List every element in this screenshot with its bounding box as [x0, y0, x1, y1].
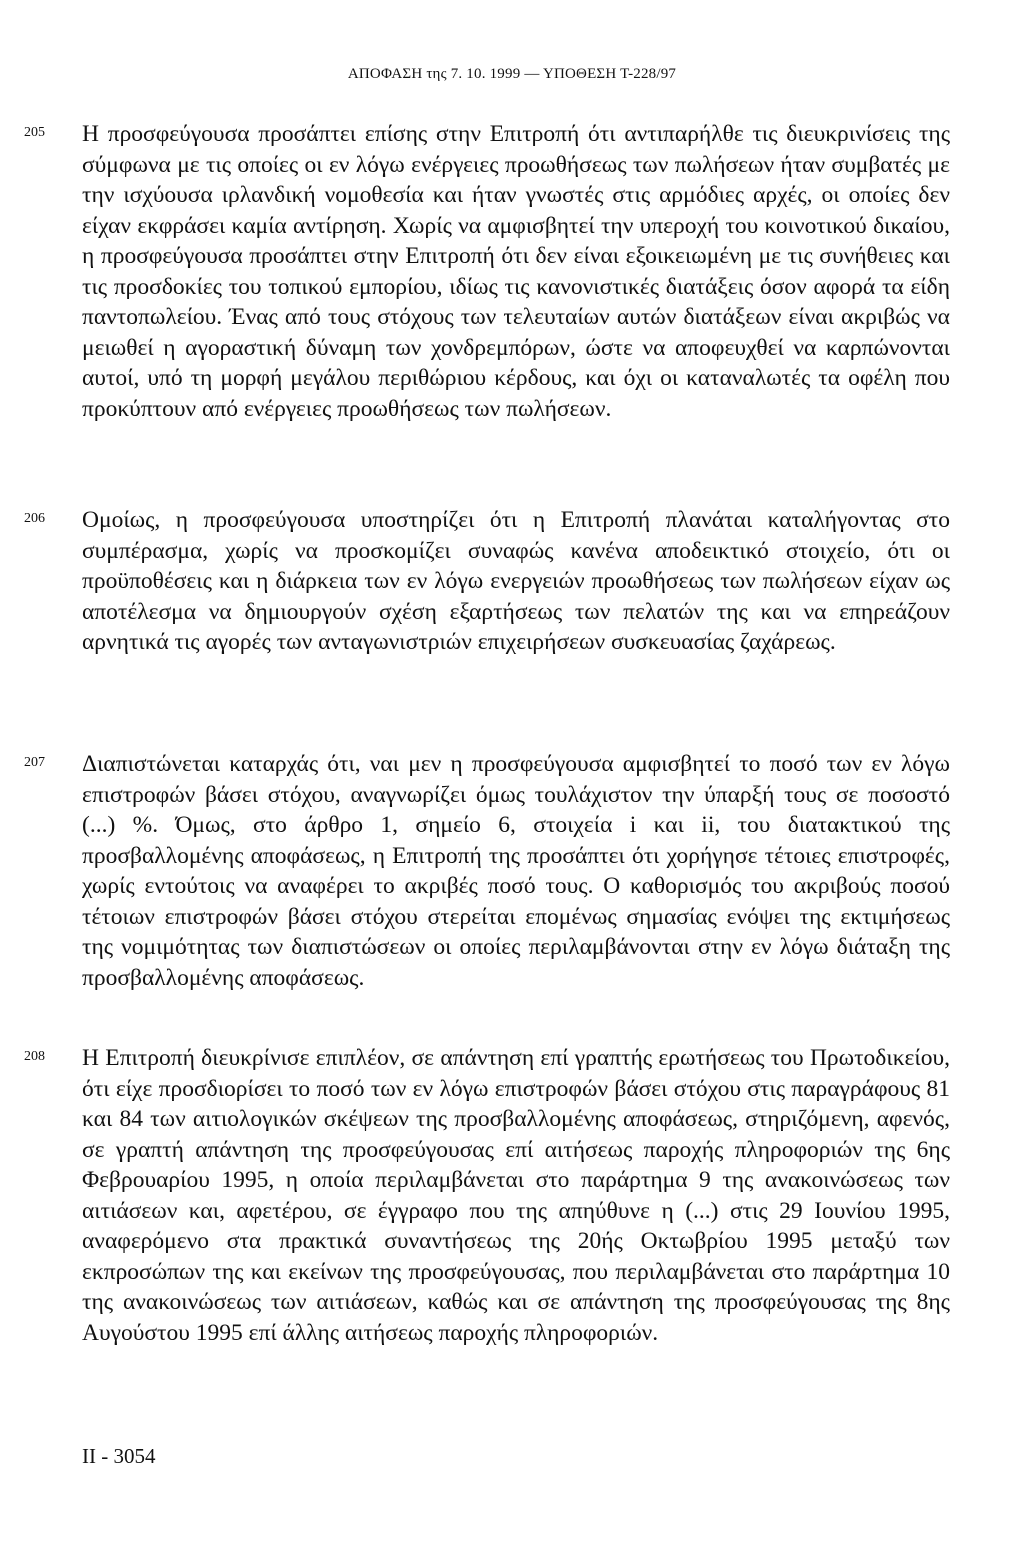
paragraph-text: Ομοίως, η προσφεύγουσα υποστηρίζει ότι η Επιτροπή πλανάται καταλήγοντας στο συμπέρασμα, χωρίς να προσκομίζει συναφώς κανένα αποδεικτικό στοιχείο, ότι οι προϋποθέσεις και η διάρκεια των εν λόγω ενεργειών προωθήσεως των πωλήσεων είχαν ως αποτέλεσμα να δημιουργούν σχέση εξαρτήσεως των πελατών της και να επηρεάζουν αρνητικά τις αγορές των ανταγωνιστριών επιχειρήσεων συσκευασίας ζαχάρεως. — [82, 507, 950, 655]
paragraph-206 — [24, 505, 950, 658]
paragraph-205 — [24, 119, 950, 424]
paragraph-207 — [24, 749, 950, 993]
paragraph-text: Η προσφεύγουσα προσάπτει επίσης στην Επιτροπή ότι αντιπαρήλθε τις διευκρινίσεις της σύμφωνα με τις οποίες οι εν λόγω ενέργειες προωθήσεως των πωλήσεων ήταν συμβατές με την ισχύουσα ιρλανδική νομοθεσία και ήταν γνωστές στις αρμόδιες αρχές, οι οποίες δεν είχαν εκφράσει καμία αντίρηση. Χωρίς να αμφισβητεί την υπεροχή του κοινοτικού δικαίου, η προσφεύγουσα προσάπτει στην Επιτροπή ότι δεν είναι εξοικειωμένη με τις συνήθειες και τις προσδοκίες του τοπικού εμπορίου, ιδίως τις κανονιστικές διατάξεις όσον αφορά τα είδη παντοπωλείου. Ένας από τους στόχους των τελευταίων αυτών διατάξεων είναι ακριβώς να μειωθεί η αγοραστική δύναμη των χονδρεμπόρων, ώστε να αποφευχθεί να καρπώνονται αυτοί, υπό τη μορφή μεγάλου περιθώριου κέρδους, και όχι οι καταναλωτές τα οφέλη που προκύπτουν από ενέργειες προωθήσεως των πωλήσεων. — [82, 121, 950, 422]
paragraph-number: 207 — [24, 755, 45, 770]
paragraph-208 — [24, 1043, 950, 1348]
paragraph-number: 206 — [24, 511, 45, 526]
paragraph-text: Η Επιτροπή διευκρίνισε επιπλέον, σε απάντηση επί γραπτής ερωτήσεως του Πρωτοδικείου, ότι είχε προσδιορίσει το ποσό των εν λόγω επιστροφών βάσει στόχου στις παραγράφους 81 και 84 των αιτιολογικών σκέψεων της προσβαλλομένης αποφάσεως, στηριζόμενη, αφενός, σε γραπτή απάντηση της προσφεύγουσας επί αιτήσεως παροχής πληροφοριών της 6ης Φεβρουαρίου 1995, η οποία περιλαμβάνεται στο παράρτημα 9 της ανακοινώσεως των αιτιάσεων και, αφετέρου, σε έγγραφο που της απηύθυνε η (...) στις 29 Ιουνίου 1995, αναφερόμενο στα πρακτικά συναντήσεως της 20ής Οκτωβρίου 1995 μεταξύ των εκπροσώπων της και εκείνων της προσφεύγουσας, που περιλαμβάνεται στο παράρτημα 10 της ανακοινώσεως των αιτιάσεων, καθώς και σε απάντηση της προσφεύγουσας της 8ης Αυγούστου 1995 επί άλλης αιτήσεως παροχής πληροφοριών. — [82, 1045, 950, 1346]
page-number: II - 3054 — [82, 1444, 156, 1468]
paragraph-number: 205 — [24, 125, 45, 140]
paragraph-text: Διαπιστώνεται καταρχάς ότι, ναι μεν η προσφεύγουσα αμφισβητεί το ποσό των εν λόγω επιστροφών βάσει στόχου, αναγνωρίζει όμως τουλάχιστον την ύπαρξή τους σε ποσοστό (...) %. Όμως, στο άρθρο 1, σημείο 6, στοιχεία i και ii, του διατακτικού της προσβαλλομένης αποφάσεως, η Επιτροπή της προσάπτει ότι χορήγησε τέτοιες επιστροφές, χωρίς εντούτοις να αναφέρει το ακριβές ποσό τους. Ο καθορισμός του ακριβούς ποσού τέτοιων επιστροφών βάσει στόχου στερείται επομένως σημασίας ενόψει της εκτιμήσεως της νομιμότητας των διαπιστώσεων οι οποίες περιλαμβάνονται στην εν λόγω διάταξη της προσβαλλομένης αποφάσεως. — [82, 751, 950, 991]
running-header: ΑΠΟΦΑΣΗ της 7. 10. 1999 — ΥΠΟΘΕΣΗ Τ-228/97 — [347, 66, 677, 82]
paragraph-number: 208 — [24, 1049, 45, 1064]
